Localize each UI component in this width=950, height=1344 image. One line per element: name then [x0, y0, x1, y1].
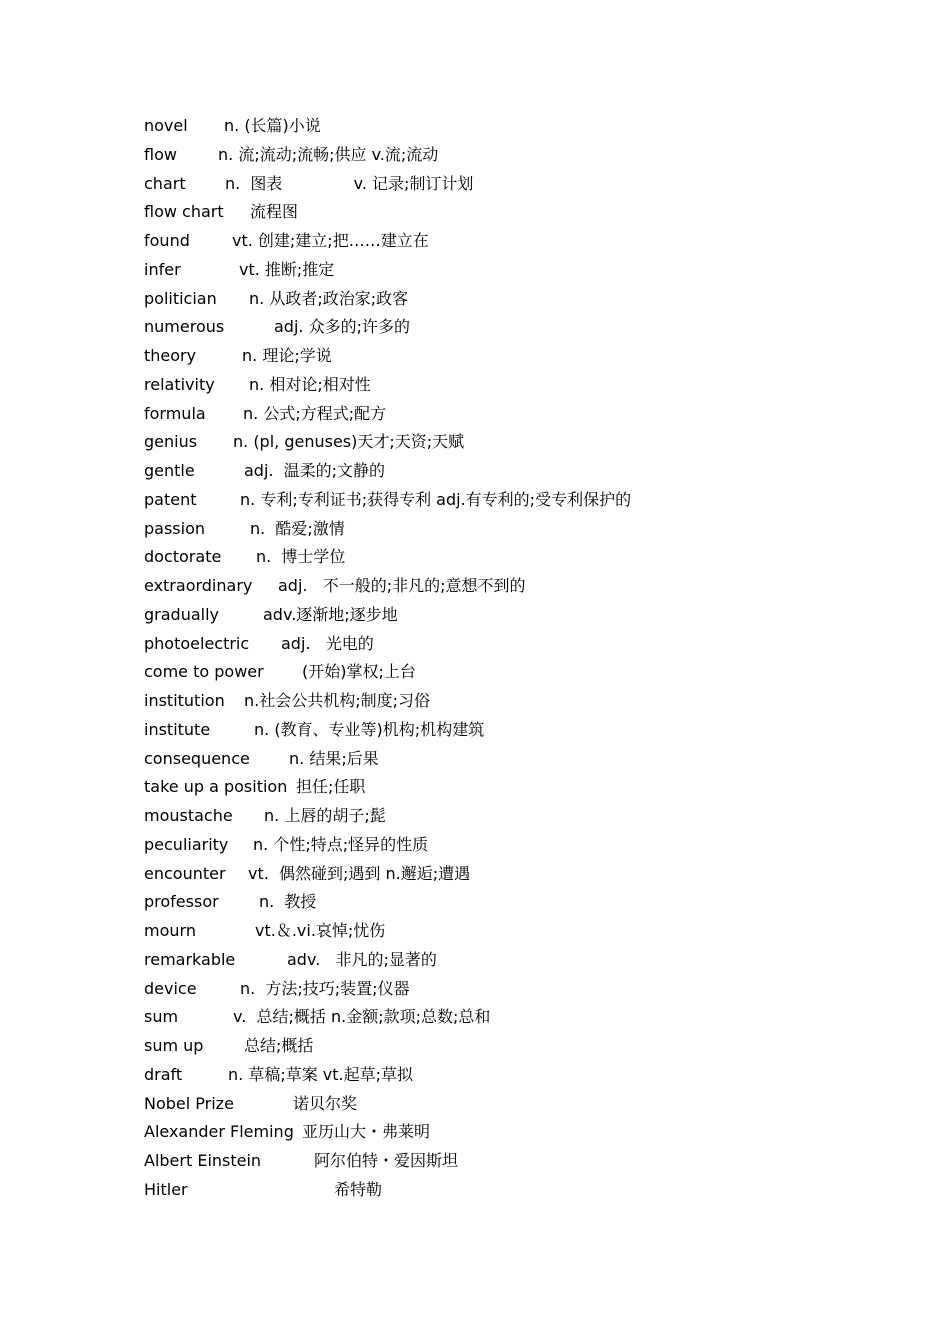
vocab-entry — [144, 313, 864, 342]
vocab-definition: n. 图表 v. 记录;制订计划 — [225, 173, 474, 193]
vocab-term: sum — [144, 1007, 179, 1027]
vocab-term: device — [144, 978, 197, 998]
vocab-entry — [144, 1090, 864, 1119]
vocab-definition: n. 教授 — [259, 892, 317, 912]
vocab-definition: adv. 非凡的;显著的 — [287, 949, 437, 969]
vocab-definition: n. 博士学位 — [256, 547, 346, 567]
vocab-entry — [144, 1118, 864, 1147]
vocab-term: Albert Einstein — [144, 1151, 262, 1170]
vocab-definition: vt. 推断;推定 — [239, 259, 335, 279]
vocab-entry — [144, 371, 864, 400]
vocab-term: remarkable — [144, 949, 236, 969]
vocab-entry — [144, 227, 864, 256]
vocab-term: chart — [144, 173, 186, 193]
vocab-definition: 希特勒 — [334, 1179, 383, 1199]
vocab-definition: adj. 温柔的;文静的 — [244, 461, 386, 480]
vocab-entry — [144, 1003, 864, 1032]
vocab-entry — [144, 342, 864, 371]
vocab-definition: adv.逐渐地;逐步地 — [263, 604, 398, 624]
vocab-term: gradually — [144, 604, 219, 624]
vocab-term: consequence — [144, 748, 250, 768]
vocab-entry — [144, 457, 864, 486]
vocab-term: draft — [144, 1064, 183, 1084]
vocab-definition: n. (教育、专业等)机构;机构建筑 — [254, 719, 485, 739]
vocab-definition: 总结;概括 — [244, 1036, 314, 1055]
vocab-term: institute — [144, 719, 211, 739]
vocab-term: photoelectric — [144, 633, 250, 653]
vocab-term: numerous — [144, 317, 225, 337]
vocab-entry — [144, 170, 864, 199]
vocab-entry — [144, 687, 864, 716]
vocab-term: doctorate — [144, 547, 222, 567]
vocab-entry — [144, 515, 864, 544]
vocab-term: gentle — [144, 461, 195, 480]
vocab-entry — [144, 745, 864, 774]
vocab-definition: n. 结果;后果 — [289, 748, 379, 768]
vocab-entry — [144, 112, 864, 141]
vocab-entry — [144, 141, 864, 170]
vocab-entry — [144, 400, 864, 429]
vocab-entry — [144, 975, 864, 1004]
vocab-entry — [144, 572, 864, 601]
vocab-term: novel — [144, 116, 188, 135]
vocab-entry — [144, 543, 864, 572]
vocab-entry — [144, 1147, 864, 1176]
vocab-definition: adj. 光电的 — [281, 633, 374, 653]
vocab-entry — [144, 630, 864, 659]
vocab-definition: vt. 偶然碰到;遇到 n.邂逅;遭遇 — [248, 863, 471, 883]
vocab-definition: n. 酷爱;激情 — [250, 518, 345, 538]
vocab-term: flow chart — [144, 202, 224, 222]
vocab-entry — [144, 1032, 864, 1061]
vocab-definition: 阿尔伯特・爱因斯坦 — [314, 1151, 459, 1170]
vocab-term: mourn — [144, 921, 196, 940]
vocab-definition: vt. 创建;建立;把……建立在 — [232, 231, 429, 250]
vocab-term: relativity — [144, 374, 215, 394]
vocab-term: Hitler — [144, 1179, 188, 1199]
vocab-term: formula — [144, 403, 206, 423]
vocab-definition: v. 总结;概括 n.金额;款项;总数;总和 — [233, 1007, 491, 1027]
vocab-entry — [144, 946, 864, 975]
vocab-entry — [144, 716, 864, 745]
vocab-definition: n. 理论;学说 — [242, 346, 332, 365]
vocab-entry — [144, 198, 864, 227]
vocab-term: genius — [144, 432, 198, 452]
vocab-term: infer — [144, 259, 181, 279]
vocab-term: sum up — [144, 1036, 204, 1055]
vocab-entry — [144, 285, 864, 314]
vocab-definition: n. (pl, genuses)天才;天资;天赋 — [233, 432, 465, 452]
vocab-definition: 诺贝尔奖 — [293, 1093, 358, 1113]
vocab-term: found — [144, 231, 190, 250]
vocab-term: institution — [144, 691, 225, 710]
vocab-term: Nobel Prize — [144, 1093, 234, 1113]
vocab-entry — [144, 802, 864, 831]
vocab-term: extraordinary — [144, 576, 253, 595]
vocab-definition: n. (长篇)小说 — [224, 116, 321, 135]
vocab-definition: 亚历山大・弗莱明 — [302, 1122, 431, 1142]
vocab-entry — [144, 1176, 864, 1205]
vocab-entry — [144, 831, 864, 860]
vocab-term: Alexander Fleming — [144, 1122, 294, 1142]
vocab-entry — [144, 658, 864, 687]
vocab-definition: n. 方法;技巧;装置;仪器 — [240, 978, 410, 998]
vocab-term: encounter — [144, 863, 226, 883]
vocab-definition: n. 从政者;政治家;政客 — [249, 288, 409, 308]
vocab-definition: n. 公式;方程式;配方 — [243, 403, 387, 423]
vocab-entry — [144, 1061, 864, 1090]
vocab-term: come to power — [144, 662, 264, 682]
vocabulary-list — [144, 112, 864, 1205]
vocab-definition: n. 流;流动;流畅;供应 v.流;流动 — [218, 144, 439, 164]
vocab-entry — [144, 917, 864, 946]
vocab-term: peculiarity — [144, 834, 229, 854]
vocab-definition: vt.＆.vi.哀悼;忧伤 — [255, 921, 386, 940]
vocab-entry — [144, 601, 864, 630]
vocab-term: professor — [144, 892, 219, 912]
vocab-definition: n.社会公共机构;制度;习俗 — [244, 691, 431, 710]
vocab-definition: 担任;任职 — [296, 777, 366, 797]
vocab-definition: n. 专利;专利证书;获得专利 adj.有专利的;受专利保护的 — [240, 489, 632, 509]
vocab-definition: n. 个性;特点;怪异的性质 — [253, 834, 429, 854]
vocab-entry — [144, 428, 864, 457]
vocab-definition: 流程图 — [250, 202, 299, 222]
vocab-entry — [144, 888, 864, 917]
vocab-entry — [144, 860, 864, 889]
vocab-definition: n. 相对论;相对性 — [249, 374, 371, 394]
vocab-definition: adj. 不一般的;非凡的;意想不到的 — [278, 576, 526, 595]
vocab-term: passion — [144, 518, 206, 538]
vocab-definition: n. 上唇的胡子;髭 — [264, 806, 386, 825]
vocab-entry — [144, 773, 864, 802]
vocab-entry — [144, 486, 864, 515]
vocab-definition: (开始)掌权;上台 — [302, 662, 416, 682]
vocab-definition: n. 草稿;草案 vt.起草;草拟 — [228, 1064, 414, 1084]
vocab-term: politician — [144, 288, 217, 308]
vocab-term: moustache — [144, 806, 233, 825]
vocab-term: take up a position — [144, 777, 288, 797]
vocab-term: flow — [144, 144, 177, 164]
vocab-term: patent — [144, 489, 197, 509]
vocab-term: theory — [144, 346, 197, 365]
vocab-entry — [144, 256, 864, 285]
vocab-definition: adj. 众多的;许多的 — [274, 317, 410, 337]
